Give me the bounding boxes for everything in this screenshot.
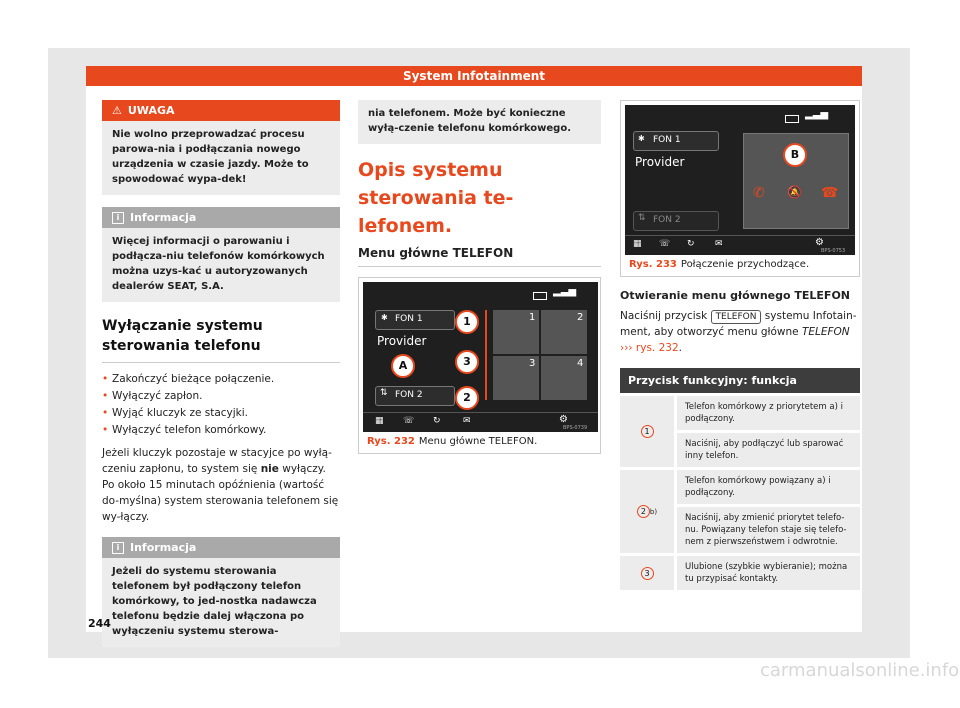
callout-1: 1: [455, 310, 479, 334]
figure-233-caption: Rys. 233 Połączenie przychodzące.: [629, 259, 810, 270]
bullet-list: [102, 371, 340, 439]
function-key-2: 2: [637, 505, 650, 518]
warning-text: Nie wolno przeprowadzać procesu parowa-nia i podłączania nowego urządzenia w czasie jazdy. Może to spowodować wypa-dek!: [112, 129, 309, 185]
info-icon: i: [112, 212, 124, 224]
provider-label: Provider: [635, 155, 685, 169]
figure-code: BPS-0739: [563, 425, 588, 431]
signal-icon: ▂▃▅: [805, 109, 829, 120]
bluetooth-icon: ✱: [638, 134, 645, 143]
table-cell: Telefon komórkowy z priorytetem a) i podłączony.: [685, 402, 843, 424]
list-item: • Wyłączyć zapłon.: [102, 388, 340, 405]
footnote-mark: b): [649, 507, 658, 516]
bottom-divider: [625, 235, 855, 236]
fon2-label: FON 2: [395, 390, 423, 400]
warning-box: [102, 100, 340, 195]
info-box-1: [102, 207, 340, 302]
warning-icon: ⚠: [112, 104, 122, 117]
figure-232-caption: Rys. 232 Menu główne TELEFON.: [367, 436, 538, 447]
fon1-label: FON 1: [395, 314, 423, 324]
phone-menu-screen: [363, 282, 598, 432]
table-row: [620, 470, 860, 553]
fon2-label: FON 2: [653, 215, 681, 225]
callout-bracket: [485, 310, 493, 400]
list-item: • Wyjąć kluczyk ze stacyjki.: [102, 405, 340, 422]
list-item: • Wyłączyć telefon komórkowy.: [102, 422, 340, 439]
call-list-icon[interactable]: ↻: [687, 239, 695, 249]
info-icon: i: [112, 542, 124, 554]
info-text-2: Jeżeli do systemu sterowania telefonem był podłączony telefon komórkowy, to jed-nostka nadawcza telefonu będzie dalej włączona po wyłączeniu systemu sterowa-: [112, 566, 317, 637]
info-text-1: Więcej informacji o parowaniu i podłącza-niu telefonów komórkowych można uzys-kać u autoryzowanych dealerów SEAT, S.A.: [112, 236, 325, 292]
table-row: [620, 396, 860, 467]
function-table: [620, 368, 860, 590]
tile-number: 3: [529, 358, 536, 369]
table-row: [620, 556, 860, 590]
callout-3: 3: [455, 350, 479, 374]
reject-call-icon[interactable]: ☎: [821, 185, 839, 201]
section-title-shutdown: Wyłączanie systemu sterowania telefonu: [102, 316, 340, 363]
column-1: [102, 100, 340, 659]
column-2: [358, 100, 601, 466]
telefon-key: TELEFON: [711, 310, 762, 324]
figure-reference[interactable]: ››› rys. 232: [620, 342, 679, 354]
incoming-call-screen: [625, 105, 855, 255]
table-cell: Naciśnij, aby podłączyć lub sparować inny telefon.: [677, 430, 860, 467]
battery-icon: [533, 292, 547, 300]
main-section-title: Opis systemu sterowania te-lefonem.: [358, 159, 514, 237]
column-3: [620, 100, 860, 590]
mute-ring-icon[interactable]: 🔕: [787, 185, 802, 199]
keypad-icon[interactable]: ▦: [633, 239, 642, 249]
info-box-2-continued: [358, 100, 601, 144]
callout-a: A: [391, 354, 415, 378]
figure-code: BPS-0753: [821, 248, 846, 254]
manual-page: [86, 66, 862, 637]
phone-link-icon: ⇅: [380, 388, 388, 398]
fon1-label: FON 1: [653, 135, 681, 145]
info-text-2-continued: nia telefonem. Może być konieczne wyłą-czenie telefonu komórkowego.: [368, 108, 571, 134]
shutdown-paragraph: Jeżeli kluczyk pozostaje w stacyjce po wyłą-czeniu zapłonu, to system się nie wyłączy. Po około 15 minutach opóźnienia (wartość do-myślna) system sterowania telefonem się wy-łączy.: [102, 447, 339, 523]
message-icon[interactable]: ✉: [463, 416, 471, 426]
table-cell: Telefon komórkowy powiązany a) i podłączony.: [685, 476, 831, 498]
bluetooth-icon: ✱: [381, 313, 388, 322]
info-title-2: Informacja: [130, 541, 197, 554]
bottom-divider: [363, 412, 598, 413]
page-number: 244: [88, 617, 111, 630]
phone-link-icon: ⇅: [638, 213, 646, 223]
open-menu-paragraph: Naciśnij przycisk TELEFON systemu Infotain-ment, aby otworzyć menu główne TELEFON ››› rys. 232.: [620, 310, 857, 354]
info-title-1: Informacja: [130, 211, 197, 224]
warning-title: UWAGA: [127, 104, 175, 117]
function-key-3: 3: [641, 567, 654, 580]
contacts-icon[interactable]: ☏: [403, 416, 415, 426]
table-header: Przycisk funkcyjny: funkcja: [620, 368, 860, 393]
provider-label: Provider: [377, 334, 427, 348]
page-header: System Infotainment: [86, 66, 862, 86]
signal-icon: ▂▃▅: [553, 286, 577, 297]
tile-number: 2: [577, 312, 584, 323]
subsection-title-open: Otwieranie menu głównego TELEFON: [620, 289, 850, 302]
figure-232: [358, 277, 601, 454]
subsection-title-menu: Menu główne TELEFON: [358, 246, 601, 267]
settings-icon[interactable]: ⚙: [815, 237, 824, 248]
function-key-1: 1: [641, 425, 654, 438]
watermark-brand: carmanualsonline.info: [760, 660, 960, 681]
accept-call-icon[interactable]: ✆: [753, 185, 765, 201]
callout-b: B: [783, 143, 807, 167]
table-cell: Ulubione (szybkie wybieranie); można tu przypisać kontakty.: [685, 562, 848, 584]
call-list-icon[interactable]: ↻: [433, 416, 441, 426]
table-cell: Naciśnij, aby zmienić priorytet telefo-nu. Powiązany telefon staje się telefo-nem z pierwszeństwem i odwrotnie.: [677, 504, 860, 553]
figure-233: [620, 100, 860, 277]
settings-icon[interactable]: ⚙: [559, 414, 568, 425]
message-icon[interactable]: ✉: [715, 239, 723, 249]
contacts-icon[interactable]: ☏: [659, 239, 671, 249]
tile-number: 4: [577, 358, 584, 369]
battery-icon: [785, 115, 799, 123]
keypad-icon[interactable]: ▦: [375, 416, 384, 426]
callout-2: 2: [455, 386, 479, 410]
info-box-2: [102, 537, 340, 647]
list-item: • Zakończyć bieżące połączenie.: [102, 371, 340, 388]
tile-number: 1: [529, 312, 536, 323]
